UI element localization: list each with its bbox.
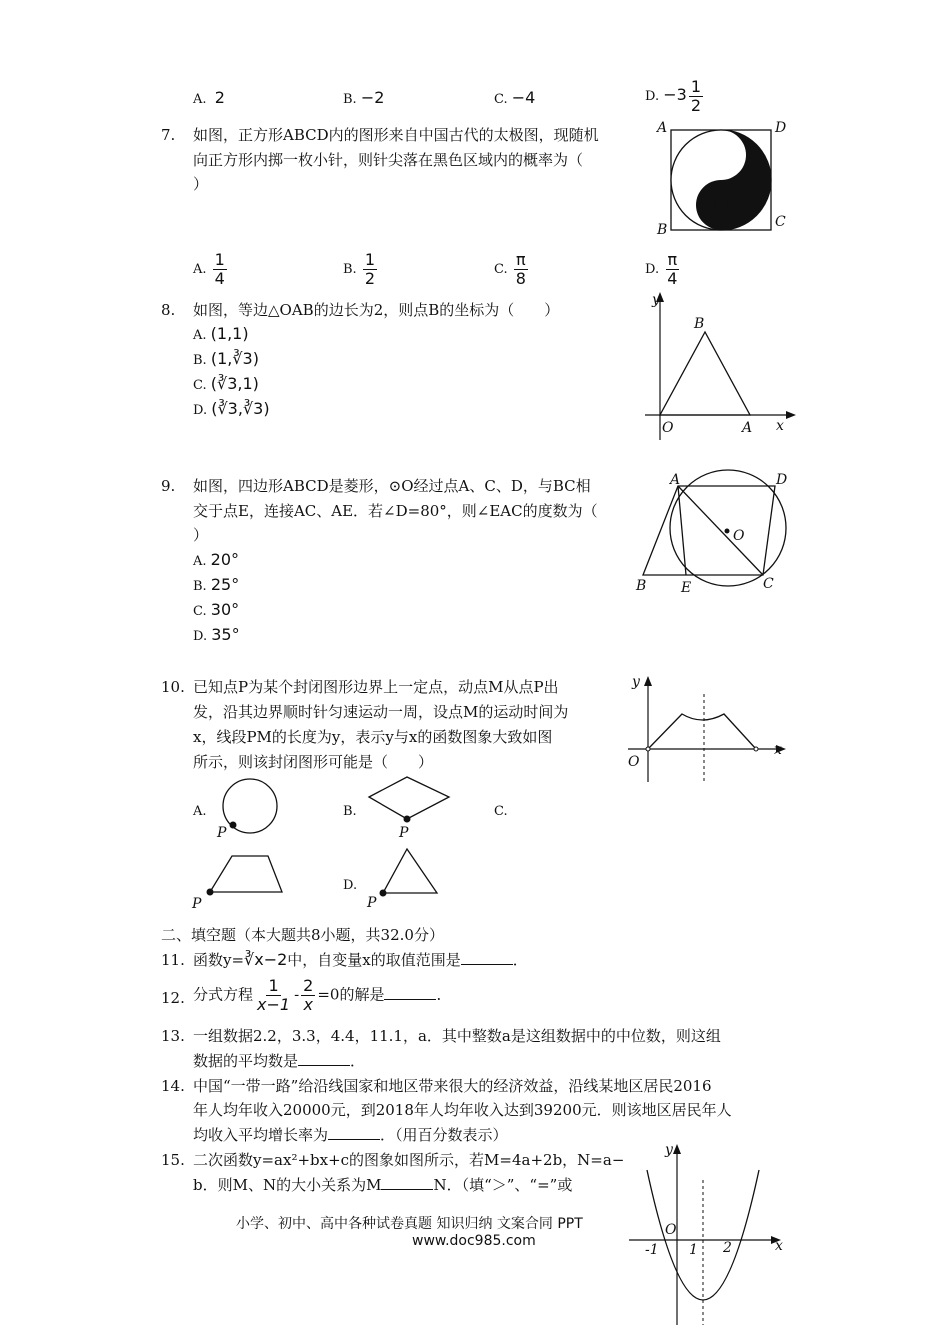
fig10-label-o: O <box>628 754 640 770</box>
q9-line-3: ） <box>193 526 209 544</box>
fig15-label-1: 1 <box>689 1242 698 1258</box>
fig8-label-a: A <box>742 420 753 436</box>
fig15-label-y: y <box>665 1142 673 1158</box>
q6-option-c: C. −4 <box>494 88 536 107</box>
triangle-oab-figure <box>640 290 800 440</box>
q9-number: 9. <box>161 477 176 495</box>
fig10a-label-p: P <box>217 825 227 841</box>
q13-line-1: 一组数据2.2，3.3，4.4，11.1，a．其中整数a是这组数据中的中位数，则这组 <box>193 1027 721 1045</box>
q9-line-1: 如图，四边形ABCD是菱形，⊙O经过点A、C、D，与BC相 <box>193 477 591 495</box>
fig10-label-y: y <box>632 674 640 690</box>
parabola-figure <box>625 1140 795 1330</box>
q13-answer-blank[interactable] <box>298 1049 350 1066</box>
taiji-figure <box>655 118 785 238</box>
q9-option-b: B. 25° <box>193 575 240 594</box>
q14-line-2: 年人均年收入20000元，到2018年人均年收入达到39200元．则该地区居民年人 <box>193 1101 732 1119</box>
q10-option-c-label: C. <box>494 804 508 819</box>
fig10d-label-p: P <box>367 895 377 911</box>
q7-line-2: 向正方形内掷一枚小针，则针尖落在黑色区域内的概率为（ <box>193 151 584 169</box>
q11-number: 11. <box>161 951 185 969</box>
q12-number: 12. <box>161 989 185 1007</box>
fig10c-label-p: P <box>192 896 202 912</box>
q6-option-a: A. 2 <box>193 88 225 107</box>
q9-option-c: C. 30° <box>193 600 240 619</box>
fig10-label-x: x <box>774 742 782 758</box>
fig15-label-o: O <box>665 1222 677 1238</box>
q14-line-1: 中国“一带一路”给沿线国家和地区带来很大的经济效益，沿线某地区居民2016 <box>193 1077 712 1095</box>
q6-option-d: D. −3 $\frac{1}{2}$ <box>645 77 702 115</box>
q10-option-d-label: D. <box>343 878 358 893</box>
q7-line-1: 如图，正方形ABCD内的图形来自中国古代的太极图，现随机 <box>193 126 599 144</box>
fig10b-label-p: P <box>399 825 409 841</box>
q14-number: 14. <box>161 1077 185 1095</box>
q7-line-3: ） <box>193 175 209 193</box>
q8-option-a: A. (1,1) <box>193 324 249 343</box>
fig15-label-2: 2 <box>723 1240 732 1256</box>
q7-number: 7. <box>161 126 176 144</box>
q10-function-graph <box>620 672 795 787</box>
q10-line-4: 所示，则该封闭图形可能是（ ） <box>193 753 434 771</box>
fig7-label-c: C <box>775 214 786 230</box>
q15-line-2: b．则M、N的大小关系为M N．（填“＞”、“=”或 <box>193 1173 572 1197</box>
fig9-label-d: D <box>776 472 788 488</box>
q10-number: 10. <box>161 678 185 696</box>
q8-option-c: C. (∛3,1) <box>193 374 259 393</box>
fig7-label-a: A <box>657 120 668 136</box>
fig7-label-d: D <box>775 120 787 136</box>
q7-option-c: C. $\frac{\pi}{8}$ <box>494 250 526 288</box>
fig9-label-e: E <box>681 580 692 596</box>
fig8-label-y: y <box>652 292 660 308</box>
q10-line-3: x，线段PM的长度为y，表示y与x的函数图象大致如图 <box>193 728 553 746</box>
fig8-label-b: B <box>694 316 705 332</box>
q7-option-d: D. $\frac{\pi}{4}$ <box>645 250 678 288</box>
q10-option-a-circle <box>215 775 285 840</box>
q11-answer-blank[interactable] <box>461 948 513 965</box>
q13-line-2: 数据的平均数是 ． <box>193 1049 365 1073</box>
q9-line-2: 交于点E，连接AC、AE．若∠D=80°，则∠EAC的度数为（ <box>193 502 598 520</box>
q7-option-b: B. $\frac{1}{2}$ <box>343 250 376 288</box>
fig9-label-o: O <box>733 528 745 544</box>
q15-number: 15. <box>161 1151 185 1169</box>
q10-line-2: 发，沿其边界顺时针匀速运动一周，设点M的运动时间为 <box>193 703 569 721</box>
q10-option-d-triangle <box>365 845 445 910</box>
q14-line-3: 均收入平均增长率为 ．（用百分数表示） <box>193 1123 508 1147</box>
q8-option-b: B. (1,∛3) <box>193 349 259 368</box>
q11-text: 函数y=∛x−2中，自变量x的取值范围是 ． <box>193 950 528 969</box>
q6-option-b: B. −2 <box>343 88 385 107</box>
fig8-label-x: x <box>776 418 784 434</box>
fig15-label-x: x <box>775 1238 783 1254</box>
q12-text: 分式方程 $\frac{1}{x-1}$ - $\frac{2}{x}$ =0的解是 ． <box>193 976 452 1014</box>
fig7-label-b: B <box>657 222 668 238</box>
q10-option-b-rhombus <box>365 775 455 840</box>
section-2-title: 二、填空题（本大题共8小题，共32.0分） <box>161 926 444 944</box>
q10-line-1: 已知点P为某个封闭图形边界上一定点，动点M从点P出 <box>193 678 559 696</box>
q10-option-c-trapezoid <box>190 850 290 910</box>
q7-option-a: A. $\frac{1}{4}$ <box>193 250 225 288</box>
q9-option-d: D. 35° <box>193 625 240 644</box>
q12-answer-blank[interactable] <box>384 983 436 1000</box>
fig9-label-a: A <box>670 472 681 488</box>
rhombus-circle-figure <box>630 470 800 600</box>
footer-url: www.doc985.com <box>412 1233 536 1249</box>
q8-number: 8. <box>161 301 176 319</box>
q15-line-1: 二次函数y=ax²+bx+c的图象如图所示，若M=4a+2b，N=a− <box>193 1151 625 1169</box>
fig9-label-b: B <box>636 578 647 594</box>
q9-option-a: A. 20° <box>193 550 240 569</box>
fig15-label-neg1: -1 <box>645 1242 659 1258</box>
q8-stem: 如图，等边△OAB的边长为2，则点B的坐标为（ ） <box>193 301 560 319</box>
q13-number: 13. <box>161 1027 185 1045</box>
fig8-label-o: O <box>662 420 674 436</box>
q10-option-a-label: A. <box>193 804 207 819</box>
q15-answer-blank[interactable] <box>381 1173 433 1190</box>
q10-option-b-label: B. <box>343 804 357 819</box>
q14-answer-blank[interactable] <box>328 1123 380 1140</box>
q8-option-d: D. (∛3,∛3) <box>193 399 270 418</box>
footer-line-1: 小学、初中、高中各种试卷真题 知识归纳 文案合同 PPT <box>236 1216 583 1232</box>
fig9-label-c: C <box>763 576 774 592</box>
